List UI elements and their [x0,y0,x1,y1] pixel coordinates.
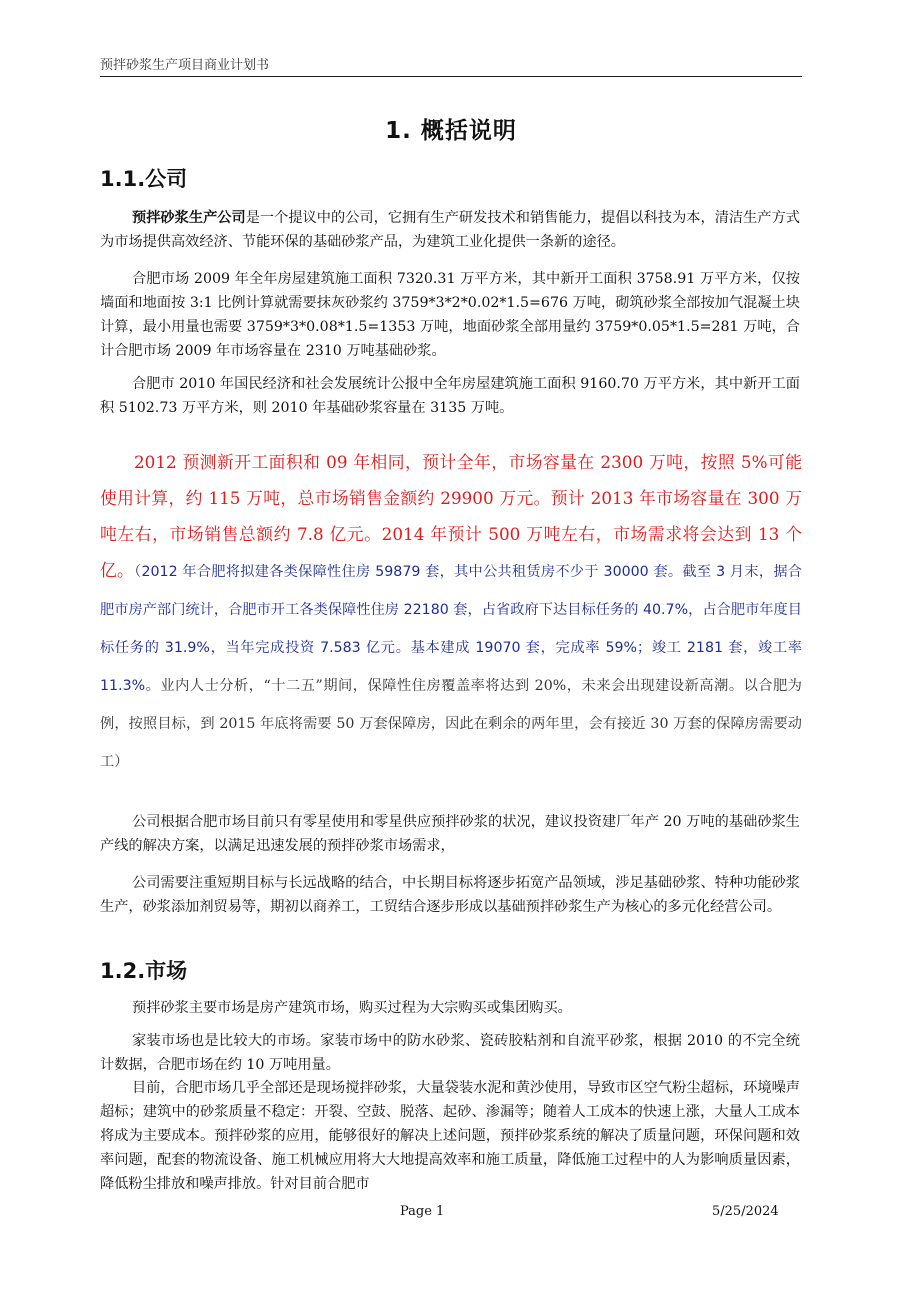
page-number: Page 1 [400,1204,445,1219]
header-divider [100,76,802,77]
paragraph-hefei-2010: 合肥市 2010 年国民经济和社会发展统计公报中全年房屋建筑施工面积 9160.70 万平方米，其中新开工面积 5102.73 万平方米，则 2010 年基础砂浆容量在 3135 万吨。 [100,376,800,416]
paragraph-hefei-2009: 合肥市场 2009 年全年房屋建筑施工面积 7320.31 万平方米，其中新开工面积 3758.91 万平方米，仅按墙面和地面按 3:1 比例计算就需要抹灰砂浆约 3759*3*2*0.02*1.5=676 万吨，砌筑砂浆全部按加气混凝土块计算，最小用量也需要 3759*3*0.08*1.5=1353 万吨，地面砂浆全部用量约 3759*0.05*1.5=281 万吨，合计合肥市场 2009 年市场容量在 2310 万吨基础砂浆。 [100,271,800,359]
paragraph-company-intro [100,206,800,254]
forecast-red-text: 2012 预测新开工面积和 09 年相同，预计全年，市场容量在 2300 万吨，按照 5%可能使用计算，约 115 万吨，总市场销售金额约 29900 万元。预计 2013 年市场容量在 300 万吨左右，市场销售总额约 7.8 亿元。2014 年预计 500 万吨左右，市场需求将会达到 13 个亿。 [100,452,802,580]
paragraph-market-home: 家装市场也是比较大的市场。家装市场中的防水砂浆、瓷砖胶粘剂和自流平砂浆，根据 2010 的不完全统计数据，合肥市场在约 10 万吨用量。 [100,1033,800,1073]
paragraph-proposal: 公司根据合肥市场目前只有零星使用和零星供应预拌砂浆的状况，建议投资建厂年产 20 万吨的基础砂浆生产线的解决方案，以满足迅速发展的预拌砂浆市场需求， [100,814,800,854]
section-heading-market: 1.2.市场 [100,959,188,983]
company-intro-text: 是一个提议中的公司，它拥有生产研发技术和销售能力，提倡以科技为本，清洁生产方式为市场提供高效经济、节能环保的基础砂浆产品，为建筑工业化提供一条新的途径。 [100,210,800,250]
paragraph-market-main: 预拌砂浆主要市场是房产建筑市场，购买过程为大宗购买或集团购买。 [132,1000,572,1016]
paragraph-strategy: 公司需要注重短期目标与长远战略的结合，中长期目标将逐步拓宽产品领域，涉足基础砂浆、特种功能砂浆生产，砂浆添加剂贸易等，期初以商养工，工贸结合逐步形成以基础预拌砂浆生产为核心的多元化经营公司。 [100,875,800,915]
section-heading-company: 1.1.公司 [100,167,188,191]
paragraph-market-current: 目前，合肥市场几乎全部还是现场搅拌砂浆，大量袋装水泥和黄沙使用，导致市区空气粉尘超标，环境噪声超标；建筑中的砂浆质量不稳定：开裂、空鼓、脱落、起砂、渗漏等；随着人工成本的快速上涨，大量人工成本将成为主要成本。预拌砂浆的应用，能够很好的解决上述问题，预拌砂浆系统的解决了质量问题，环保问题和效率问题，配套的物流设备、施工机械应用将大大地提高效率和施工质量，降低施工过程中的人为影响质量因素，降低粉尘排放和噪声排放。针对目前合肥市 [100,1080,800,1192]
chapter-title: 1. 概括说明 [385,118,517,144]
paragraph-forecast [100,444,802,780]
forecast-grey-text: 业内人士分析，“十二五”期间，保障性住房覆盖率将达到 20%，未来会出现建设新高潮。以合肥为例，按照目标，到 2015 年底将需要 50 万套保障房，因此在剩余的两年里，会有接近 30 万套的保障房需要动工） [100,678,802,770]
running-header: 预拌砂浆生产项目商业计划书 [100,58,270,73]
forecast-blue-text: （2012 年合肥将拟建各类保障性住房 59879 套，其中公共租赁房不少于 30000 套。截至 3 月末，据合肥市房产部门统计，合肥市开工各类保障性住房 22180 套，占省政府下达目标任务的 40.7%，占合肥市年度目标任务的 31.9%，当年完成投资 7.583 亿元。基本建成 19070 套，完成率 59%；竣工 2181 套，竣工率 11.3%。 [100,564,802,694]
company-name-bold: 预拌砂浆生产公司 [132,210,246,226]
footer-date: 5/25/2024 [712,1204,779,1219]
